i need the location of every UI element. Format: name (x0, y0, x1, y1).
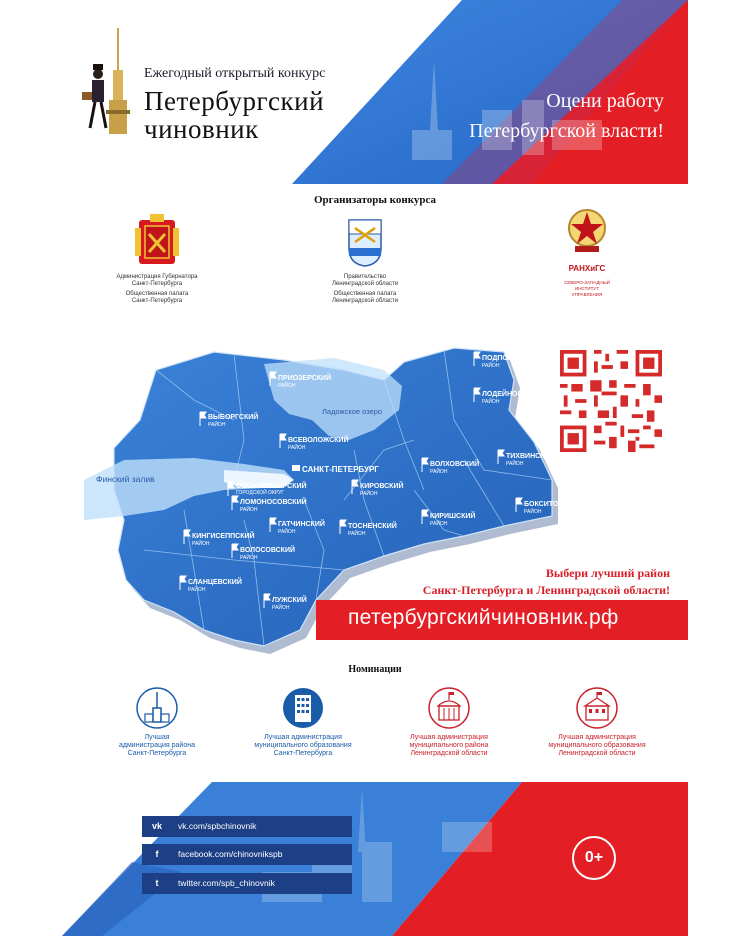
nomination-1-line1: Лучшая (144, 734, 170, 741)
facebook-icon: f (155, 849, 159, 859)
svg-text:РАЙОН: РАЙОН (430, 521, 448, 527)
organizer-ranepa (532, 206, 642, 298)
svg-text:РАЙОН: РАЙОН (288, 445, 306, 451)
svg-text:СОСНОВОБОРСКИЙ: СОСНОВОБОРСКИЙ (236, 483, 307, 490)
government-building-icon (427, 686, 471, 730)
website-link[interactable]: петербургскийчиновник.рф (348, 606, 619, 629)
svg-text:РАЙОН: РАЙОН (278, 383, 296, 389)
svg-text:РАЙОН: РАЙОН (348, 531, 366, 537)
svg-text:СЛАНЦЕВСКИЙ: СЛАНЦЕВСКИЙ (188, 579, 242, 586)
social-link-twitter[interactable] (142, 873, 352, 894)
slogan-line2: Петербургской власти! (469, 120, 664, 142)
contest-title-line1: Петербургский (144, 86, 325, 116)
svg-text:РАЙОН: РАЙОН (272, 605, 290, 611)
social-link-facebook[interactable] (142, 844, 352, 865)
organizer-ranepa-name: РАНХиГС (568, 264, 606, 273)
facebook-link-text[interactable]: facebook.com/chinovnikspb (178, 849, 283, 859)
social-link-vk[interactable] (142, 816, 352, 837)
contest-title-line2: чиновник (144, 114, 259, 144)
call-to-action (423, 565, 670, 599)
organizer-lenobl-line4: Ленинградской области (331, 298, 399, 304)
svg-text:РАЙОН: РАЙОН (482, 363, 500, 369)
organizer-lenobl (310, 212, 420, 305)
twitter-icon: t (155, 878, 159, 888)
svg-text:РАЙОН: РАЙОН (208, 422, 226, 428)
nomination-spb-district (92, 686, 222, 758)
svg-text:РАЙОН: РАЙОН (430, 469, 448, 475)
svg-text:ВЫБОРГСКИЙ: ВЫБОРГСКИЙ (208, 414, 259, 421)
svg-text:РАЙОН: РАЙОН (360, 491, 378, 497)
svg-text:ГОРОДСКОЙ ОКРУГ: ГОРОДСКОЙ ОКРУГ (236, 490, 284, 496)
organizer-lenobl-line2: Ленинградской области (331, 281, 399, 287)
call-line2: Санкт-Петербурга и Ленинградской области! (422, 583, 670, 597)
nomination-4-line3: Ленинградской области (558, 750, 636, 757)
organizer-lenobl-line3: Общественная палата (333, 291, 397, 297)
organizer-ranepa-line3: ИНСТИТУТ (575, 286, 599, 291)
qr-code[interactable] (558, 350, 664, 452)
peter-paul-spire-icon (106, 28, 130, 134)
svg-text:РАЙОН: РАЙОН (506, 461, 524, 467)
contest-subtitle: Ежегодный открытый конкурс (144, 66, 326, 81)
twitter-link-text[interactable]: twitter.com/spb_chinovnik (178, 878, 275, 888)
nomination-2-line2: муниципального образования (254, 742, 352, 749)
organizer-ranepa-line4: УПРАВЛЕНИЯ (571, 292, 603, 297)
svg-text:РАЙОН: РАЙОН (278, 529, 296, 535)
spb-city-marker (292, 465, 379, 474)
svg-text:ЛУЖСКИЙ: ЛУЖСКИЙ (272, 597, 307, 604)
spire-building-icon (135, 686, 179, 730)
town-hall-icon (575, 686, 619, 730)
vk-link-text[interactable]: vk.com/spbchinovnik (178, 821, 257, 831)
svg-text:ГАТЧИНСКИЙ: ГАТЧИНСКИЙ (278, 521, 325, 528)
svg-text:САНКТ-ПЕТЕРБУРГ: САНКТ-ПЕТЕРБУРГ (302, 465, 379, 474)
nomination-spb-municipal (238, 686, 368, 758)
svg-text:ВОЛОСОВСКИЙ: ВОЛОСОВСКИЙ (240, 547, 296, 554)
nomination-4-line1: Лучшая администрация (558, 734, 636, 741)
svg-text:ТОСНЕНСКИЙ: ТОСНЕНСКИЙ (348, 523, 397, 530)
svg-text:РАЙОН: РАЙОН (192, 541, 210, 547)
svg-text:РАЙОН: РАЙОН (240, 555, 258, 561)
header (62, 0, 688, 184)
svg-text:РАЙОН: РАЙОН (482, 399, 500, 405)
nomination-3-line1: Лучшая администрация (410, 734, 488, 741)
ranepa-emblem-icon (565, 206, 609, 258)
svg-text:ВСЕВОЛОЖСКИЙ: ВСЕВОЛОЖСКИЙ (288, 437, 349, 444)
organizer-spb-line1: Администрация Губернатора (116, 274, 198, 280)
organizer-spb-line3: Общественная палата (125, 291, 189, 297)
organizer-lenobl-line1: Правительство (343, 274, 387, 280)
nominations-title: Номинации (348, 664, 402, 675)
svg-text:КИНГИСЕППСКИЙ: КИНГИСЕППСКИЙ (192, 533, 255, 540)
svg-text:БОКСИТОГОРСКИЙ: БОКСИТОГОРСКИЙ (524, 501, 592, 508)
nomination-2-line1: Лучшая администрация (264, 734, 342, 741)
age-rating-badge: 0+ (572, 836, 616, 880)
poster (62, 0, 688, 936)
official-figure-icon (82, 64, 106, 128)
footer (62, 782, 688, 936)
svg-text:КИРИШСКИЙ: КИРИШСКИЙ (430, 513, 476, 520)
call-line1: Выбери лучший район (545, 566, 670, 580)
svg-text:ЛОДЕЙНОПОЛЬСКИЙ: ЛОДЕЙНОПОЛЬСКИЙ (482, 391, 557, 398)
svg-text:ВОЛХОВСКИЙ: ВОЛХОВСКИЙ (430, 461, 480, 468)
slogan (469, 86, 664, 146)
vk-icon: vk (151, 821, 162, 831)
nomination-lo-municipal (532, 686, 662, 758)
nomination-4-line2: муниципального образования (548, 742, 646, 749)
nomination-3-line2: муниципального района (409, 742, 489, 749)
nomination-lo-district (384, 686, 514, 758)
svg-text:РАЙОН: РАЙОН (188, 587, 206, 593)
organizer-spb-line2: Санкт-Петербурга (131, 281, 183, 287)
lenobl-coat-of-arms-icon (345, 212, 385, 268)
svg-text:ТИХВИНСКИЙ: ТИХВИНСКИЙ (506, 453, 555, 460)
nomination-1-line2: администрация района (119, 742, 195, 749)
svg-text:ПРИОЗЕРСКИЙ: ПРИОЗЕРСКИЙ (278, 375, 332, 382)
svg-text:КИРОВСКИЙ: КИРОВСКИЙ (360, 483, 404, 490)
nomination-1-line3: Санкт-Петербурга (127, 750, 187, 757)
office-tower-icon (281, 686, 325, 730)
nomination-2-line3: Санкт-Петербурга (273, 750, 333, 757)
svg-text:РАЙОН: РАЙОН (524, 509, 542, 515)
lake-label: Ладожское озеро (322, 407, 383, 416)
spb-coat-of-arms-icon (135, 212, 179, 268)
slogan-line1: Оцени работу (546, 90, 664, 112)
organizer-ranepa-line2: СЕВЕРО-ЗАПАДНЫЙ (564, 280, 610, 285)
organizer-spb-line4: Санкт-Петербурга (131, 298, 183, 304)
organizers-title: Организаторы конкурса (313, 194, 437, 206)
svg-text:ПОДПОРОЖСКИЙ: ПОДПОРОЖСКИЙ (482, 355, 544, 362)
gulf-label: Финский залив (96, 474, 155, 484)
organizer-spb (102, 212, 212, 305)
nomination-3-line3: Ленинградской области (410, 750, 488, 757)
svg-text:ЛОМОНОСОВСКИЙ: ЛОМОНОСОВСКИЙ (240, 499, 307, 506)
svg-text:РАЙОН: РАЙОН (240, 507, 258, 513)
